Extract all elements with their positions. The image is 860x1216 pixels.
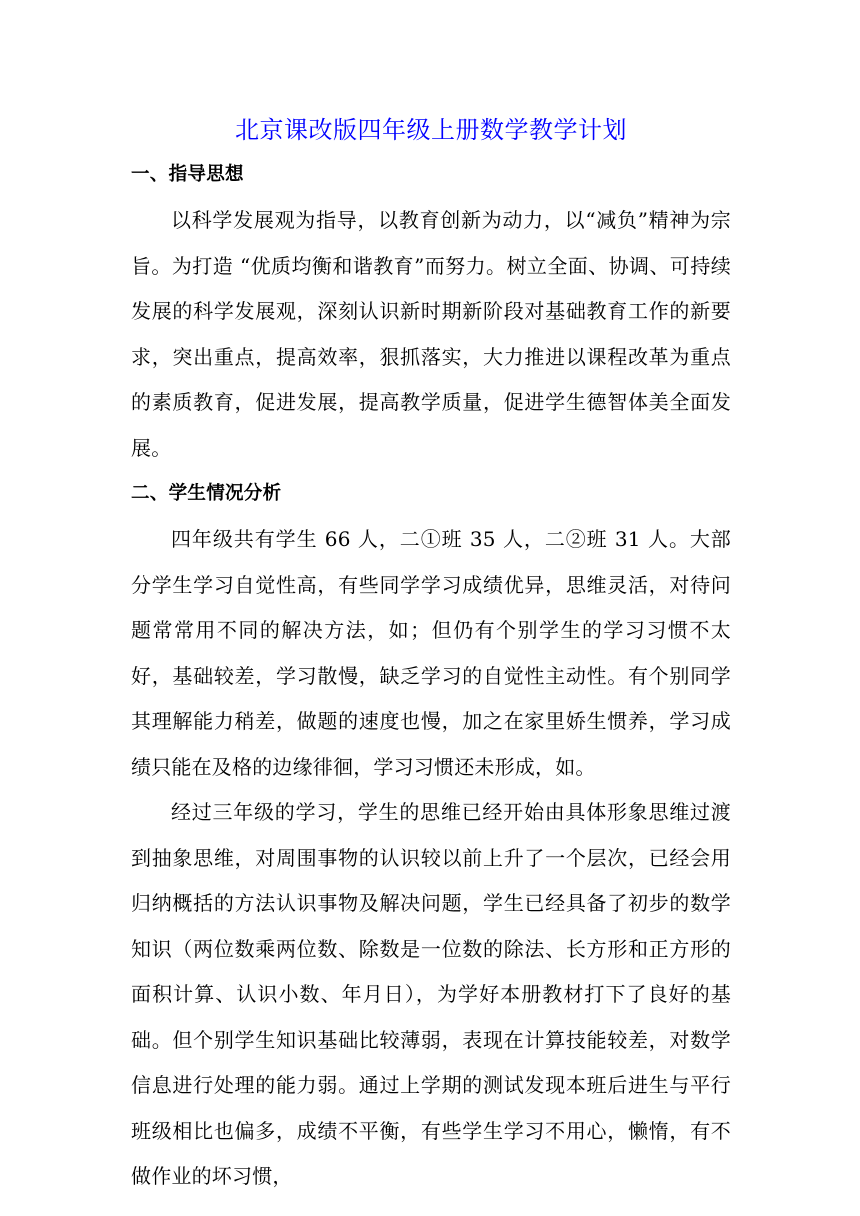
paragraph: 以科学发展观为指导，以教育创新为动力，以“减负”精神为宗旨。为打造 “优质均衡和谐教育”而努力。树立全面、协调、可持续发展的科学发展观，深刻认识新时期新阶段对基础教育工作的新要求，突出重点，提高效率，狠抓落实，大力推进以课程改革为重点的素质教育，促进发展，提高教学质量，促进学生德智体美全面发展。 [131,208,731,460]
paragraph: 经过三年级的学习，学生的思维已经开始由具体形象思维过渡到抽象思维，对周围事物的认识较以前上升了一个层次，已经会用归纳概括的方法认识事物及解决问题，学生已经具备了初步的数学知识（两位数乘两位数、除数是一位数的除法、长方形和正方形的面积计算、认识小数、年月日），为学好本册教材打下了良好的基础。但个别学生知识基础比较薄弱，表现在计算技能较差，对数学信息进行处理的能力弱。通过上学期的测试发现本班后进生与平行班级相比也偏多，成绩不平衡，有些学生学习不用心，懒惰，有不做作业的坏习惯， [131,800,731,1188]
document-body [131,108,731,1200]
document-title: 北京课改版四年级上册数学教学计划 [235,116,627,144]
section-heading: 一、指导思想 [131,164,244,185]
section-heading: 二、学生情况分析 [131,483,282,504]
paragraph: 四年级共有学生 66 人，二①班 35 人，二②班 31 人。大部分学生学习自觉性高，有些同学学习成绩优异，思维灵活，对待问题常常用不同的解决方法，如；但仍有个别学生的学习习惯不太好，基础较差，学习散慢，缺乏学习的自觉性主动性。有个别同学其理解能力稍差，做题的速度也慢，加之在家里娇生惯养，学习成绩只能在及格的边缘徘徊，学习习惯还未形成，如。 [131,527,731,779]
section-guiding-ideology [131,152,731,471]
section-student-analysis [131,471,731,1200]
